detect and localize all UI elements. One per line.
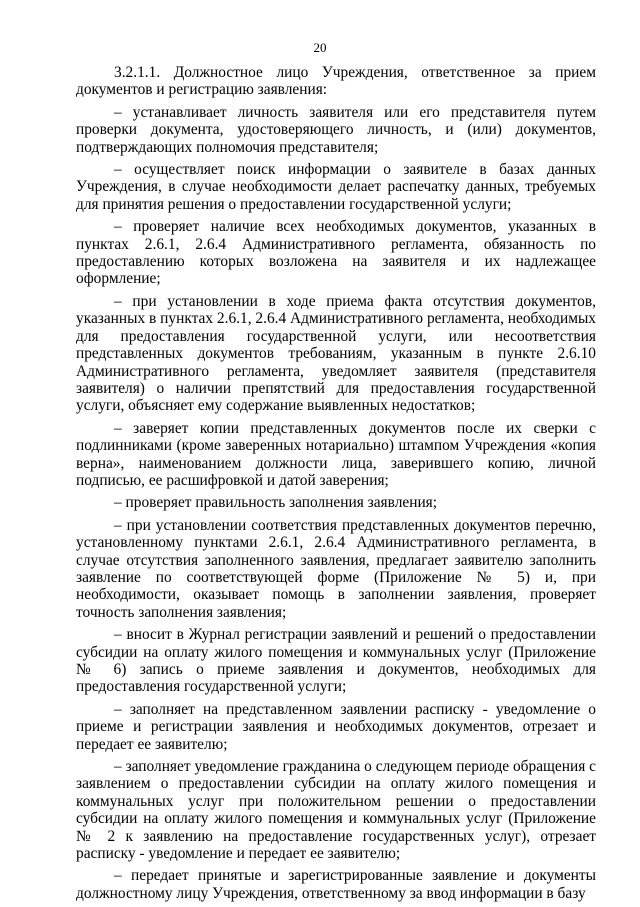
paragraph-identity-check: – устанавливает личность заявителя или его представителя путем проверки документа, удостоверяющего личность, и (или) документов, подтверждающих полномочия представителя;: [76, 103, 596, 156]
paragraph-journal-entry: – вносит в Журнал регистрации заявлений и решений о предоставлении субсидии на оплату жилого помещения и коммунальных услуг (Приложение № 6) запись о приеме заявления и документов, необходимых для предоставления государственной услуги;: [76, 626, 596, 696]
paragraph-check-application: – проверяет правильность заполнения заявления;: [114, 494, 438, 512]
paragraph-certify-copies: – заверяет копии представленных документов после их сверки с подлинниками (кроме заверенных нотариально) штампом Учреждения «копия верна», наименованием должности лица, заверившего копию, личной подписью, ее расшифровкой и датой заверения;: [76, 419, 596, 489]
paragraph-database-search: – осуществляет поиск информации о заявителе в базах данных Учреждения, в случае необходимости делает распечатку данных, требуемых для принятия решения о предоставлении государственной услуги;: [76, 161, 596, 213]
paragraph-documents-check: – проверяет наличие всех необходимых документов, указанных в пунктах 2.6.1, 2.6.4 Административного регламента, обязанность по предоставлению которых возложена на заявителя и их надлежащее оформление;: [76, 218, 596, 288]
paragraph-notification: – заполняет уведомление гражданина о следующем периоде обращения с заявлением о предоставлении субсидии на оплату жилого помещения и коммунальных услуг при положительном решении о предоставлении субсидии на оплату жилого помещения и коммунальных услуг (Приложение № 2 к заявлению на предоставление государственных услуг), отрезает расписку - уведомление и передает ее заявителю;: [76, 758, 596, 863]
document-body: [76, 64, 596, 907]
paragraph-fill-application: – при установлении соответствия представленных документов перечню, установленному пунктами 2.6.1, 2.6.4 Административного регламента, в случае отсутствия заполненного заявления, предлагает заявителю заполнить заявление по соответствующей форме (Приложение № 5) и, при необходимости, оказывает помощь в заполнении заявления, проверяет точность заполнения заявления;: [76, 516, 596, 621]
paragraph-transfer: – передает принятые и зарегистрированные заявление и документы должностному лицу Учреждения, ответственному за ввод информации в базу: [76, 867, 596, 902]
paragraph-receipt: – заполняет на представленном заявлении расписку - уведомление о приеме и регистрации заявления и необходимых документов, отрезает и передает ее заявителю;: [76, 700, 596, 753]
paragraph-missing-documents: – при установлении в ходе приема факта отсутствия документов, указанных в пунктах 2.6.1, 2.6.4 Административного регламента, необходимых для предоставления государственной услуги, или несоответствия представленных документов требованиям, указанным в пункте 2.6.10 Административного регламента, уведомляет заявителя (представителя заявителя) о наличии препятствий для предоставления государственной услуги, объясняет ему содержание выявленных недостатков;: [76, 292, 596, 415]
page-number: 20: [313, 40, 327, 55]
paragraph-heading: 3.2.1.1. Должностное лицо Учреждения, ответственное за прием документов и регистрацию заявления:: [76, 64, 596, 99]
